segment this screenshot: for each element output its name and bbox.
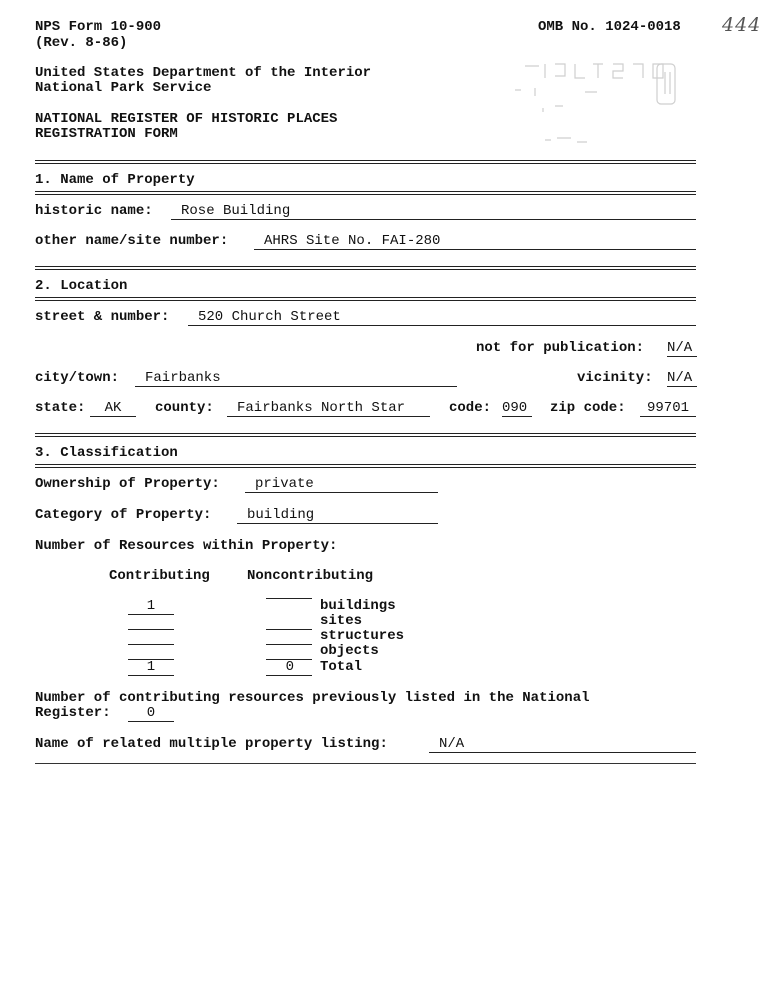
section-2-heading: 2. Location: [35, 278, 128, 294]
code-label: code:: [449, 400, 492, 416]
section-1-heading: 1. Name of Property: [35, 172, 195, 188]
other-name-label: other name/site number:: [35, 233, 229, 249]
contributing-total: 1: [128, 659, 174, 676]
section-divider: [35, 191, 696, 195]
section-divider: [35, 297, 696, 301]
related-listing-field: N/A: [429, 736, 696, 753]
resource-row-label: Total: [320, 659, 363, 675]
omb-number: OMB No. 1024-0018: [538, 19, 681, 35]
county-field: Fairbanks North Star: [227, 400, 430, 417]
form-revision: (Rev. 8-86): [35, 35, 128, 51]
state-label: state:: [35, 400, 86, 416]
city-field: Fairbanks: [135, 370, 457, 387]
form-number: NPS Form 10-900: [35, 19, 162, 35]
category-field: building: [237, 507, 438, 524]
previously-listed-label: Number of contributing resources previously listed in the National: [35, 690, 590, 706]
other-name-field: AHRS Site No. FAI-280: [254, 233, 696, 250]
street-field: 520 Church Street: [188, 309, 696, 326]
vicinity-label: vicinity:: [577, 370, 653, 386]
noncontributing-column-header: Noncontributing: [247, 568, 374, 584]
historic-name-label: historic name:: [35, 203, 153, 219]
street-label: street & number:: [35, 309, 170, 325]
code-field: 090: [502, 400, 532, 417]
agency-line-1: United States Department of the Interior: [35, 65, 372, 81]
previously-listed-field: 0: [128, 705, 174, 722]
ownership-label: Ownership of Property:: [35, 476, 220, 492]
historic-name-field: Rose Building: [171, 203, 696, 220]
zip-label: zip code:: [550, 400, 626, 416]
noncontributing-total: 0: [266, 659, 312, 676]
resource-row-label: objects: [320, 643, 379, 659]
resource-row-label: sites: [320, 613, 363, 629]
section-divider: [35, 266, 696, 270]
zip-field: 99701: [640, 400, 696, 417]
register-label: Register:: [35, 705, 111, 721]
category-label: Category of Property:: [35, 507, 212, 523]
section-end-rule: [35, 763, 696, 764]
related-listing-label: Name of related multiple property listing:: [35, 736, 388, 752]
section-divider: [35, 160, 696, 164]
state-field: AK: [90, 400, 136, 417]
noncontributing-buildings: [266, 598, 312, 599]
ownership-field: private: [245, 476, 438, 493]
contributing-column-header: Contributing: [109, 568, 210, 584]
not-for-publication-label: not for publication:: [476, 340, 645, 356]
section-divider: [35, 464, 696, 468]
section-divider: [35, 433, 696, 437]
city-label: city/town:: [35, 370, 120, 386]
resource-row-label: structures: [320, 628, 405, 644]
noncontributing-objects: [266, 643, 312, 660]
form-title-line-2: REGISTRATION FORM: [35, 126, 178, 142]
handwritten-page-number: 444: [722, 14, 762, 36]
resources-label: Number of Resources within Property:: [35, 538, 338, 554]
not-for-publication-field: N/A: [667, 340, 697, 357]
resource-row-label: buildings: [320, 598, 396, 614]
county-label: county:: [155, 400, 214, 416]
vicinity-field: N/A: [667, 370, 697, 387]
received-stamp-icon: [495, 58, 685, 153]
contributing-objects: [128, 643, 174, 660]
agency-line-2: National Park Service: [35, 80, 212, 96]
section-3-heading: 3. Classification: [35, 445, 178, 461]
form-title-line-1: NATIONAL REGISTER OF HISTORIC PLACES: [35, 111, 338, 127]
contributing-buildings: 1: [128, 598, 174, 615]
